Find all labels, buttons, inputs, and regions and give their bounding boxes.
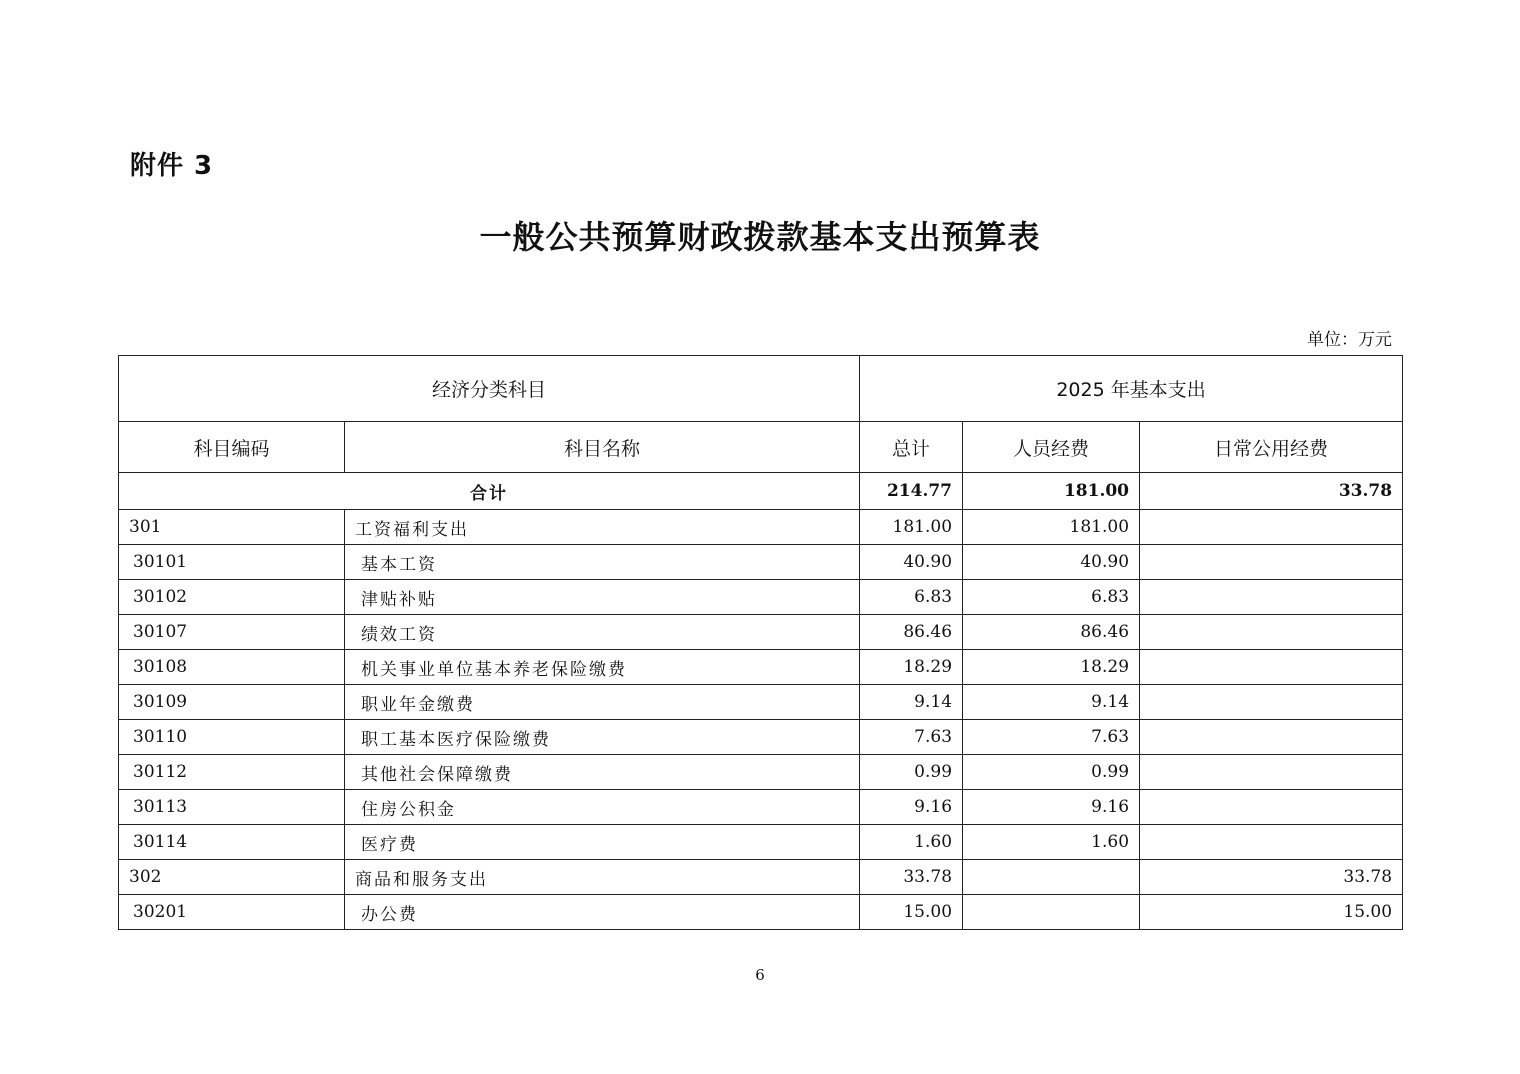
unit-label: 单位：万元 bbox=[1307, 330, 1392, 350]
budget-table bbox=[118, 355, 1403, 930]
code-cell: 30110 bbox=[119, 720, 345, 755]
header-name: 科目名称 bbox=[345, 422, 860, 473]
table-row bbox=[119, 790, 1403, 825]
table-row bbox=[119, 615, 1403, 650]
header-code: 科目编码 bbox=[119, 422, 345, 473]
code-cell: 30113 bbox=[119, 790, 345, 825]
header-total: 总计 bbox=[860, 422, 963, 473]
total-cell: 86.46 bbox=[860, 615, 963, 650]
name-cell: 津贴补贴 bbox=[345, 580, 860, 615]
page-number: 6 bbox=[755, 966, 765, 984]
code-cell: 30108 bbox=[119, 650, 345, 685]
total-cell: 15.00 bbox=[860, 895, 963, 930]
summary-label: 合计 bbox=[119, 473, 860, 510]
public-cell bbox=[1140, 615, 1403, 650]
header-public: 日常公用经费 bbox=[1140, 422, 1403, 473]
public-cell bbox=[1140, 545, 1403, 580]
header-personnel: 人员经费 bbox=[963, 422, 1140, 473]
name-cell: 职业年金缴费 bbox=[345, 685, 860, 720]
public-cell: 33.78 bbox=[1140, 860, 1403, 895]
personnel-cell: 86.46 bbox=[963, 615, 1140, 650]
personnel-cell: 1.60 bbox=[963, 825, 1140, 860]
summary-personnel: 181.00 bbox=[963, 473, 1140, 510]
personnel-cell: 0.99 bbox=[963, 755, 1140, 790]
code-cell: 301 bbox=[119, 510, 345, 545]
table-row bbox=[119, 860, 1403, 895]
name-cell: 医疗费 bbox=[345, 825, 860, 860]
total-cell: 9.16 bbox=[860, 790, 963, 825]
table-row bbox=[119, 685, 1403, 720]
attachment-label: 附件 3 bbox=[130, 151, 214, 181]
personnel-cell bbox=[963, 860, 1140, 895]
code-cell: 30114 bbox=[119, 825, 345, 860]
personnel-cell: 18.29 bbox=[963, 650, 1140, 685]
code-cell: 302 bbox=[119, 860, 345, 895]
total-cell: 181.00 bbox=[860, 510, 963, 545]
total-cell: 6.83 bbox=[860, 580, 963, 615]
header-economic-category: 经济分类科目 bbox=[119, 356, 860, 422]
public-cell bbox=[1140, 790, 1403, 825]
public-cell bbox=[1140, 685, 1403, 720]
total-cell: 7.63 bbox=[860, 720, 963, 755]
header-column-row bbox=[119, 422, 1403, 473]
summary-row bbox=[119, 473, 1403, 510]
personnel-cell: 7.63 bbox=[963, 720, 1140, 755]
name-cell: 绩效工资 bbox=[345, 615, 860, 650]
public-cell bbox=[1140, 755, 1403, 790]
code-cell: 30112 bbox=[119, 755, 345, 790]
code-cell: 30102 bbox=[119, 580, 345, 615]
table-row bbox=[119, 755, 1403, 790]
public-cell bbox=[1140, 580, 1403, 615]
personnel-cell: 9.16 bbox=[963, 790, 1140, 825]
page-title: 一般公共预算财政拨款基本支出预算表 bbox=[479, 218, 1041, 256]
name-cell: 其他社会保障缴费 bbox=[345, 755, 860, 790]
table-row bbox=[119, 545, 1403, 580]
name-cell: 机关事业单位基本养老保险缴费 bbox=[345, 650, 860, 685]
table-row bbox=[119, 650, 1403, 685]
name-cell: 职工基本医疗保险缴费 bbox=[345, 720, 860, 755]
header-basic-expenditure: 2025 年基本支出 bbox=[860, 356, 1403, 422]
table-row bbox=[119, 580, 1403, 615]
personnel-cell: 40.90 bbox=[963, 545, 1140, 580]
summary-total: 214.77 bbox=[860, 473, 963, 510]
total-cell: 9.14 bbox=[860, 685, 963, 720]
personnel-cell bbox=[963, 895, 1140, 930]
name-cell: 住房公积金 bbox=[345, 790, 860, 825]
code-cell: 30101 bbox=[119, 545, 345, 580]
total-cell: 33.78 bbox=[860, 860, 963, 895]
table-row bbox=[119, 510, 1403, 545]
table-row bbox=[119, 895, 1403, 930]
name-cell: 办公费 bbox=[345, 895, 860, 930]
name-cell: 工资福利支出 bbox=[345, 510, 860, 545]
name-cell: 商品和服务支出 bbox=[345, 860, 860, 895]
table-row bbox=[119, 720, 1403, 755]
personnel-cell: 9.14 bbox=[963, 685, 1140, 720]
header-group-row bbox=[119, 356, 1403, 422]
summary-public: 33.78 bbox=[1140, 473, 1403, 510]
total-cell: 40.90 bbox=[860, 545, 963, 580]
total-cell: 18.29 bbox=[860, 650, 963, 685]
total-cell: 1.60 bbox=[860, 825, 963, 860]
public-cell bbox=[1140, 650, 1403, 685]
total-cell: 0.99 bbox=[860, 755, 963, 790]
name-cell: 基本工资 bbox=[345, 545, 860, 580]
code-cell: 30107 bbox=[119, 615, 345, 650]
personnel-cell: 6.83 bbox=[963, 580, 1140, 615]
public-cell: 15.00 bbox=[1140, 895, 1403, 930]
table-row bbox=[119, 825, 1403, 860]
public-cell bbox=[1140, 720, 1403, 755]
public-cell bbox=[1140, 825, 1403, 860]
personnel-cell: 181.00 bbox=[963, 510, 1140, 545]
code-cell: 30109 bbox=[119, 685, 345, 720]
public-cell bbox=[1140, 510, 1403, 545]
code-cell: 30201 bbox=[119, 895, 345, 930]
